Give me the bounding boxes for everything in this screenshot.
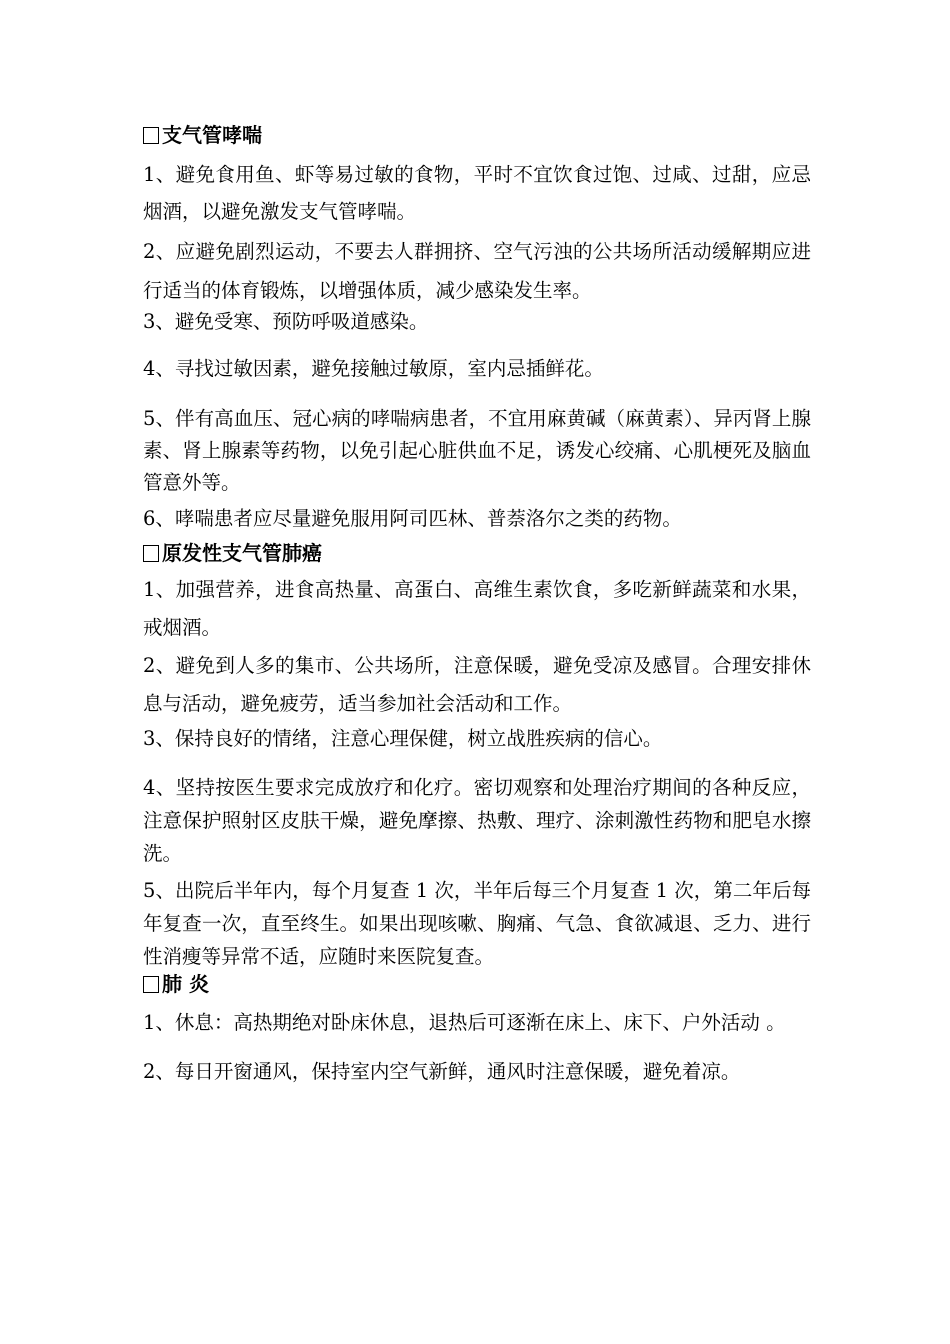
checkbox-square-icon [143, 976, 159, 993]
list-item: 5、伴有高血压、冠心病的哮喘病患者，不宜用麻黄碱（麻黄素）、异丙肾上腺素、肾上腺素等药物，以免引起心脏供血不足，诱发心绞痛、心肌梗死及脑血管意外等。 [143, 407, 811, 494]
document-page [143, 120, 811, 1099]
section-heading [143, 969, 811, 999]
list-item: 1、避免食用鱼、虾等易过敏的食物，平时不宜饮食过饱、过咸、过甜，应忌烟酒，以避免激发支气管哮喘。 [143, 163, 811, 223]
checkbox-square-icon [143, 545, 159, 562]
list-item: 5、出院后半年内，每个月复查 1 次，半年后每三个月复查 1 次，第二年后每年复查一次，直至终生。如果出现咳嗽、胸痛、气急、食欲减退、乏力、进行性消瘦等异常不适，应随时来医院复查。 [143, 879, 811, 968]
section-heading-text: 原发性支气管肺癌 [162, 541, 322, 565]
list-item: 2、避免到人多的集市、公共场所，注意保暖，避免受凉及感冒。合理安排休息与活动，避免疲劳，适当参加社会活动和工作。 [143, 654, 811, 715]
list-item: 1、休息：高热期绝对卧床休息，退热后可逐渐在床上、床下、户外活动 。 [143, 1011, 786, 1034]
checkbox-square-icon [143, 127, 159, 144]
section-heading-text: 支气管哮喘 [162, 123, 262, 147]
list-item: 4、寻找过敏因素，避免接触过敏原，室内忌插鲜花。 [143, 357, 604, 380]
list-item: 2、每日开窗通风，保持室内空气新鲜，通风时注意保暖，避免着凉。 [143, 1060, 741, 1083]
list-item: 3、避免受寒、预防呼吸道感染。 [143, 310, 429, 333]
list-item: 6、哮喘患者应尽量避免服用阿司匹林、普萘洛尔之类的药物。 [143, 507, 682, 530]
list-item: 1、加强营养，进食高热量、高蛋白、高维生素饮食，多吃新鲜蔬菜和水果，戒烟酒。 [143, 578, 811, 639]
section-heading [143, 120, 811, 150]
list-item: 2、应避免剧烈运动，不要去人群拥挤、空气污浊的公共场所活动缓解期应进行适当的体育锻炼，以增强体质，减少感染发生率。 [143, 240, 811, 302]
section-heading-text: 肺 炎 [162, 972, 209, 996]
list-item: 4、坚持按医生要求完成放疗和化疗。密切观察和处理治疗期间的各种反应，注意保护照射区皮肤干燥，避免摩擦、热敷、理疗、涂刺激性药物和肥皂水擦洗。 [143, 776, 811, 865]
list-item: 3、保持良好的情绪，注意心理保健，树立战胜疾病的信心。 [143, 727, 663, 750]
section-heading [143, 538, 811, 568]
